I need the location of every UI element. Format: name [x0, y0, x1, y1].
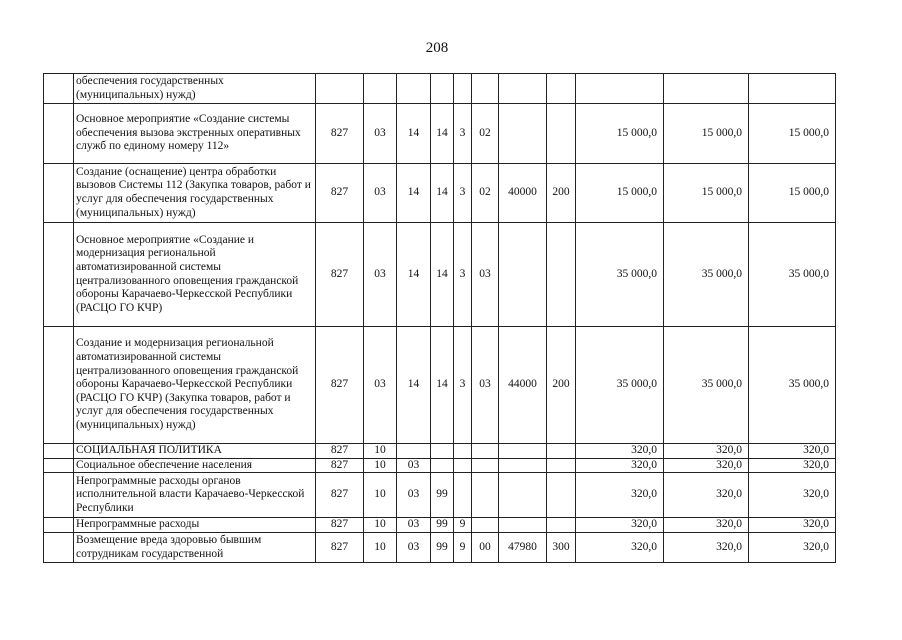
- sum-cell: 35 000,0: [749, 327, 836, 444]
- sum-cell: 15 000,0: [576, 164, 664, 223]
- event-cell: 00: [472, 533, 499, 563]
- sum-cell: 35 000,0: [576, 223, 664, 327]
- expense-type-cell: [547, 74, 576, 104]
- table-row: [44, 164, 836, 223]
- direction-cell: [499, 473, 547, 518]
- row-name-cell: Основное мероприятие «Создание и модернизация региональной автоматизированной системы централизованного оповещения гражданской обороны Карачаево-Черкесской Республики (РАСЦО ГО КЧР): [74, 223, 316, 327]
- row-index-cell: [44, 327, 74, 444]
- subsection-cell: 03: [397, 533, 431, 563]
- table-row: [44, 473, 836, 518]
- sum-cell: 320,0: [576, 518, 664, 533]
- sum-cell: 15 000,0: [749, 164, 836, 223]
- row-name-cell: Возмещение вреда здоровью бывшим сотрудникам государственной: [74, 533, 316, 563]
- sum-cell: 35 000,0: [576, 327, 664, 444]
- expense-type-cell: [547, 223, 576, 327]
- sum-cell: 320,0: [576, 533, 664, 563]
- sum-cell: 320,0: [749, 473, 836, 518]
- code-cell: 827: [316, 327, 364, 444]
- sum-cell: 320,0: [664, 458, 749, 473]
- code-cell: [316, 74, 364, 104]
- sum-cell: 320,0: [749, 458, 836, 473]
- section-cell: 10: [364, 444, 397, 459]
- subprogram-cell: [454, 458, 472, 473]
- subsection-cell: 03: [397, 473, 431, 518]
- row-index-cell: [44, 104, 74, 164]
- sum-cell: [749, 74, 836, 104]
- direction-cell: [499, 104, 547, 164]
- event-cell: 03: [472, 223, 499, 327]
- subprogram-cell: 9: [454, 533, 472, 563]
- direction-cell: 44000: [499, 327, 547, 444]
- code-cell: 827: [316, 164, 364, 223]
- subsection-cell: 14: [397, 164, 431, 223]
- subsection-cell: 14: [397, 104, 431, 164]
- event-cell: 03: [472, 327, 499, 444]
- row-index-cell: [44, 164, 74, 223]
- sum-cell: 320,0: [576, 458, 664, 473]
- event-cell: [472, 458, 499, 473]
- table-row: [44, 104, 836, 164]
- event-cell: 02: [472, 104, 499, 164]
- subsection-cell: 14: [397, 223, 431, 327]
- section-cell: 10: [364, 533, 397, 563]
- code-cell: 827: [316, 518, 364, 533]
- subsection-cell: 03: [397, 518, 431, 533]
- row-index-cell: [44, 533, 74, 563]
- subsection-cell: 14: [397, 327, 431, 444]
- sum-cell: 35 000,0: [664, 327, 749, 444]
- row-name-cell: Создание и модернизация региональной автоматизированной системы централизованного оповещения гражданской обороны Карачаево-Черкесской Республики (РАСЦО ГО КЧР) (Закупка товаров, работ и услуг для обеспечения государственных (муниципальных) нужд): [74, 327, 316, 444]
- event-cell: 02: [472, 164, 499, 223]
- program-cell: 99: [431, 533, 454, 563]
- sum-cell: 320,0: [664, 444, 749, 459]
- row-index-cell: [44, 223, 74, 327]
- sum-cell: 320,0: [664, 518, 749, 533]
- sum-cell: 35 000,0: [664, 223, 749, 327]
- table-row: [44, 327, 836, 444]
- event-cell: [472, 74, 499, 104]
- subprogram-cell: 3: [454, 164, 472, 223]
- expense-type-cell: [547, 104, 576, 164]
- program-cell: [431, 444, 454, 459]
- direction-cell: [499, 444, 547, 459]
- budget-table: [43, 73, 836, 563]
- direction-cell: [499, 518, 547, 533]
- section-cell: 10: [364, 458, 397, 473]
- expense-type-cell: [547, 518, 576, 533]
- row-index-cell: [44, 518, 74, 533]
- row-name-cell: Непрограммные расходы: [74, 518, 316, 533]
- sum-cell: 320,0: [664, 473, 749, 518]
- section-cell: 03: [364, 104, 397, 164]
- sum-cell: 320,0: [576, 473, 664, 518]
- expense-type-cell: [547, 458, 576, 473]
- row-name-cell: СОЦИАЛЬНАЯ ПОЛИТИКА: [74, 444, 316, 459]
- row-name-cell: обеспечения государственных (муниципальных) нужд): [74, 74, 316, 104]
- program-cell: 99: [431, 473, 454, 518]
- expense-type-cell: [547, 444, 576, 459]
- section-cell: 10: [364, 473, 397, 518]
- direction-cell: [499, 74, 547, 104]
- expense-type-cell: [547, 473, 576, 518]
- code-cell: 827: [316, 458, 364, 473]
- row-name-cell: Основное мероприятие «Создание системы обеспечения вызова экстренных оперативных служб по единому номеру 112»: [74, 104, 316, 164]
- code-cell: 827: [316, 223, 364, 327]
- subprogram-cell: 9: [454, 518, 472, 533]
- sum-cell: 15 000,0: [576, 104, 664, 164]
- event-cell: [472, 444, 499, 459]
- section-cell: 03: [364, 327, 397, 444]
- sum-cell: [664, 74, 749, 104]
- code-cell: 827: [316, 444, 364, 459]
- subprogram-cell: 3: [454, 223, 472, 327]
- row-index-cell: [44, 74, 74, 104]
- table-row: [44, 444, 836, 459]
- program-cell: [431, 458, 454, 473]
- sum-cell: 35 000,0: [749, 223, 836, 327]
- direction-cell: 47980: [499, 533, 547, 563]
- table-row: [44, 458, 836, 473]
- program-cell: 14: [431, 164, 454, 223]
- program-cell: [431, 74, 454, 104]
- code-cell: 827: [316, 473, 364, 518]
- program-cell: 14: [431, 327, 454, 444]
- sum-cell: 320,0: [664, 533, 749, 563]
- page-number: 208: [425, 40, 449, 56]
- row-index-cell: [44, 458, 74, 473]
- program-cell: 14: [431, 104, 454, 164]
- row-index-cell: [44, 444, 74, 459]
- subprogram-cell: 3: [454, 327, 472, 444]
- section-cell: 10: [364, 518, 397, 533]
- row-name-cell: Непрограммные расходы органов исполнительной власти Карачаево-Черкесской Республики: [74, 473, 316, 518]
- expense-type-cell: 200: [547, 327, 576, 444]
- subprogram-cell: [454, 74, 472, 104]
- direction-cell: [499, 223, 547, 327]
- sum-cell: [576, 74, 664, 104]
- subprogram-cell: [454, 473, 472, 518]
- subsection-cell: [397, 74, 431, 104]
- subsection-cell: 03: [397, 458, 431, 473]
- code-cell: 827: [316, 533, 364, 563]
- table-row: [44, 518, 836, 533]
- code-cell: 827: [316, 104, 364, 164]
- program-cell: 99: [431, 518, 454, 533]
- direction-cell: 40000: [499, 164, 547, 223]
- row-name-cell: Социальное обеспечение населения: [74, 458, 316, 473]
- table-row: [44, 533, 836, 563]
- subprogram-cell: [454, 444, 472, 459]
- section-cell: [364, 74, 397, 104]
- sum-cell: 320,0: [749, 444, 836, 459]
- sum-cell: 320,0: [576, 444, 664, 459]
- sum-cell: 15 000,0: [664, 104, 749, 164]
- expense-type-cell: 300: [547, 533, 576, 563]
- expense-type-cell: 200: [547, 164, 576, 223]
- subprogram-cell: 3: [454, 104, 472, 164]
- section-cell: 03: [364, 223, 397, 327]
- subsection-cell: [397, 444, 431, 459]
- sum-cell: 320,0: [749, 518, 836, 533]
- table-row: [44, 74, 836, 104]
- direction-cell: [499, 458, 547, 473]
- sum-cell: 320,0: [749, 533, 836, 563]
- table-body: [44, 74, 836, 563]
- event-cell: [472, 473, 499, 518]
- program-cell: 14: [431, 223, 454, 327]
- row-index-cell: [44, 473, 74, 518]
- sum-cell: 15 000,0: [664, 164, 749, 223]
- row-name-cell: Создание (оснащение) центра обработки вызовов Системы 112 (Закупка товаров, работ и услуг для обеспечения государственных (муниципальных) нужд): [74, 164, 316, 223]
- table-row: [44, 223, 836, 327]
- section-cell: 03: [364, 164, 397, 223]
- sum-cell: 15 000,0: [749, 104, 836, 164]
- event-cell: [472, 518, 499, 533]
